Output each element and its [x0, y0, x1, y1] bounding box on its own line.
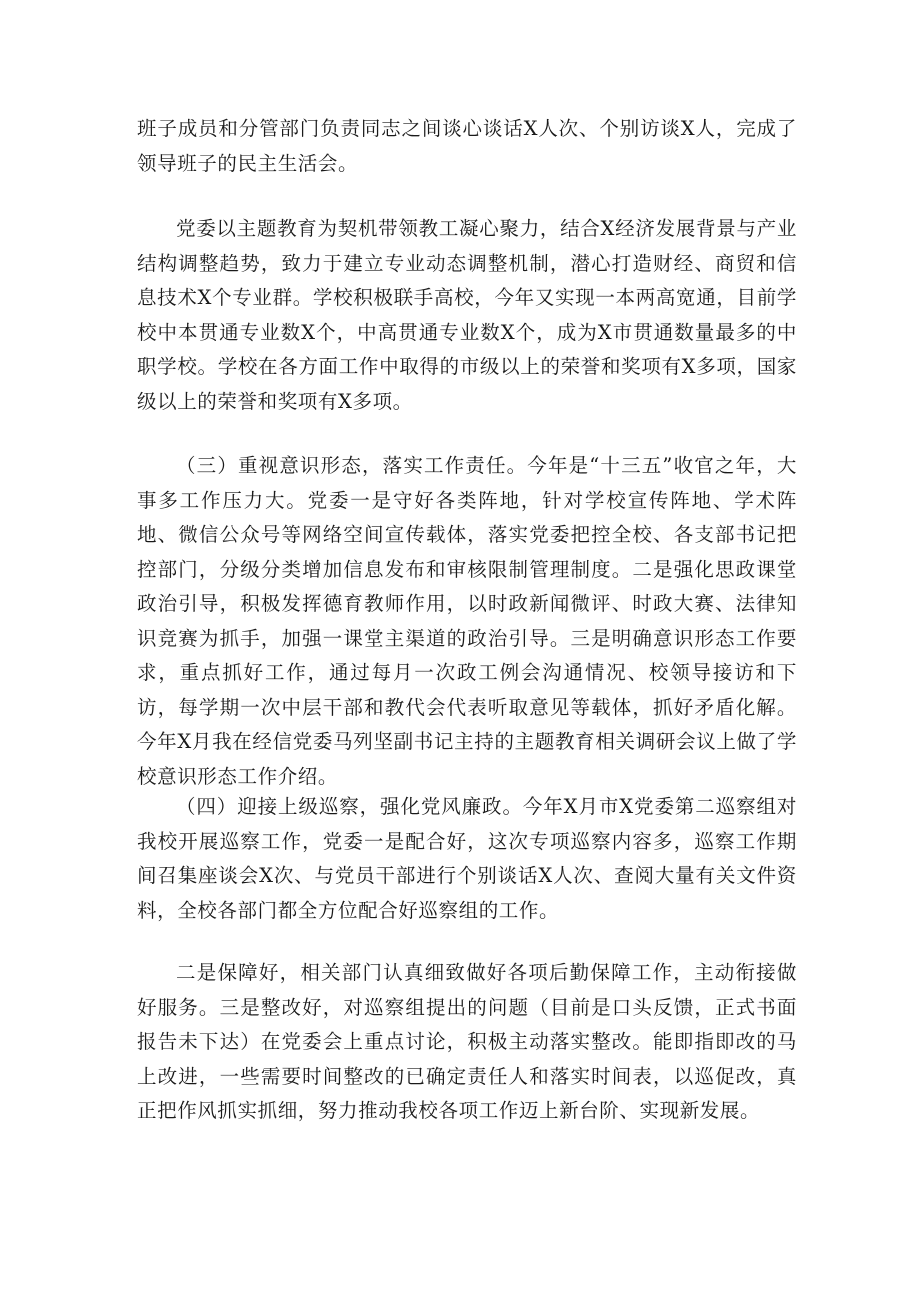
- paragraph-logistics-rectification: 二是保障好，相关部门认真细致做好各项后勤保障工作，主动衔接做好服务。三是整改好，对巡察组提出的问题（目前是口头反馈，正式书面报告未下达）在党委会上重点讨论，积极主动落实整改。能即指即改的马上改进，一些需要时间整改的已确定责任人和落实时间表，以巡促改，真正把作风抓实抓细，努力推动我校各项工作迈上新台阶、实现新发展。: [137, 961, 797, 1122]
- paragraph-inspection-cooperation: （四）迎接上级巡察，强化党风廉政。今年X月市X党委第二巡察组对我校开展巡察工作，党委一是配合好，这次专项巡察内容多，巡察工作期间召集座谈会X次、与党员干部进行个别谈话X人次、查阅大量有关文件资料，全校各部门都全方位配合好巡察组的工作。: [137, 795, 797, 922]
- paragraph-democratic-life-meeting: 班子成员和分管部门负责同志之间谈心谈话X人次、个别访谈X人，完成了领导班子的民主生活会。: [137, 117, 797, 175]
- paragraph-ideology-responsibility: （三）重视意识形态，落实工作责任。今年是“十三五”收官之年，大事多工作压力大。党委一是守好各类阵地，针对学校宣传阵地、学术阵地、微信公众号等网络空间宣传载体，落实党委把控全校、各支部书记把控部门，分级分类增加信息发布和审核限制管理制度。二是强化思政课堂政治引导，积极发挥德育教师作用，以时政新闻微评、时政大赛、法律知识竞赛为抓手，加强一课堂主渠道的政治引导。三是明确意识形态工作要求，重点抓好工作，通过每月一次政工例会沟通情况、校领导接访和下访，每学期一次中层干部和教代会代表听取意见等载体，抓好矛盾化解。今年X月我在经信党委马列坚副书记主持的主题教育相关调研会议上做了学校意识形态工作介绍。: [137, 454, 797, 788]
- paragraph-professional-groups: 党委以主题教育为契机带领教工凝心聚力，结合X经济发展背景与产业结构调整趋势，致力于建立专业动态调整机制，潜心打造财经、商贸和信息技术X个专业群。学校积极联手高校，今年又实现一本两高宽通，目前学校中本贯通专业数X个，中高贯通专业数X个，成为X市贯通数量最多的中职学校。学校在各方面工作中取得的市级以上的荣誉和奖项有X多项，国家级以上的荣誉和奖项有X多项。: [137, 217, 797, 413]
